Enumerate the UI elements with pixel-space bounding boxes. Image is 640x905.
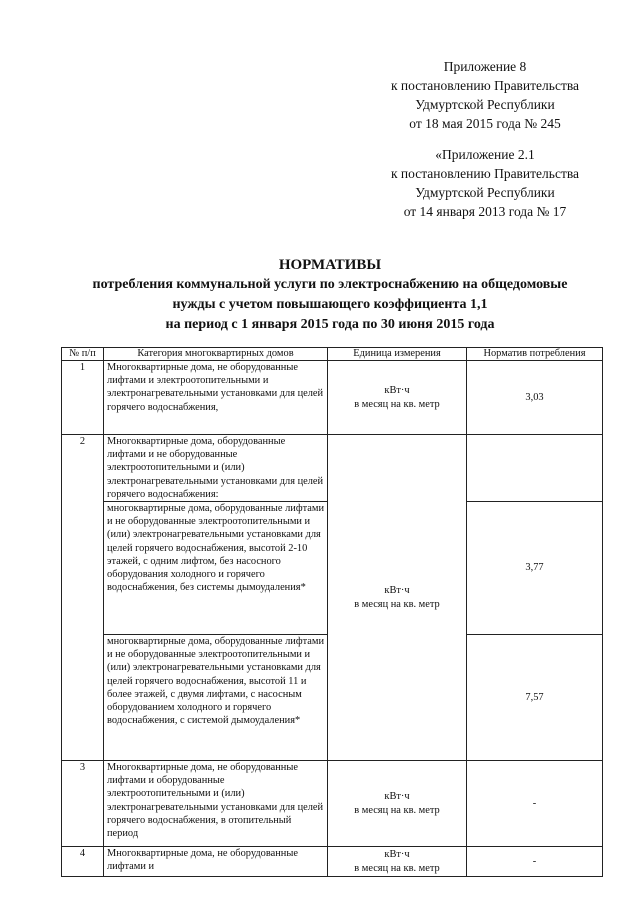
row-category: Многоквартирные дома, не оборудованные лифтами и xyxy=(104,847,328,877)
row-value-empty xyxy=(467,435,603,502)
prev-appendix-block xyxy=(330,145,640,221)
title-line: нужды с учетом повышающего коэффициента 1,1 xyxy=(172,297,488,312)
header-unit: Единица измерения xyxy=(328,348,467,361)
row-unit xyxy=(328,847,467,877)
table-header-row xyxy=(62,348,603,361)
table-row xyxy=(62,361,603,435)
row-category: многоквартирные дома, оборудованные лифтами и не оборудованные электроотопительными и (или) электронагревательными установками для целей горячего водоснабжения, высотой 2-10 этажей, с одним лифтом, без насосного оборудования холодного и горячего водоснабжения, без системы дымоудаления* xyxy=(104,502,328,635)
title-line: на период с 1 января 2015 года по 30 июня 2015 года xyxy=(165,317,495,332)
unit-main: кВт·ч xyxy=(384,585,410,597)
unit-main: кВт·ч xyxy=(384,849,410,861)
row-value: 3,03 xyxy=(467,361,603,435)
unit-sub: в месяц на кв. метр xyxy=(354,862,440,874)
header-norm: Норматив потребления xyxy=(467,348,603,361)
document-title xyxy=(40,255,620,335)
appendix-block xyxy=(330,57,640,133)
row-unit xyxy=(328,361,467,435)
row-num: 3 xyxy=(62,761,104,847)
row-unit xyxy=(328,435,467,761)
table-row xyxy=(62,435,603,502)
table-row xyxy=(62,847,603,877)
header-category: Категория многоквартирных домов xyxy=(104,348,328,361)
unit-sub: в месяц на кв. метр xyxy=(354,398,440,410)
unit-sub: в месяц на кв. метр xyxy=(354,598,440,610)
prev-appendix-line: «Приложение 2.1 xyxy=(435,147,535,162)
row-category: Многоквартирные дома, не оборудованные лифтами и электроотопительными и электронагревательными установками для целей горячего водоснабжения, xyxy=(104,361,328,435)
appendix-line: Приложение 8 xyxy=(443,59,527,74)
row-num: 4 xyxy=(62,847,104,877)
prev-appendix-line: к постановлению Правительства xyxy=(390,166,580,181)
norms-table xyxy=(61,347,603,877)
unit-main: кВт·ч xyxy=(384,385,410,397)
unit-sub: в месяц на кв. метр xyxy=(354,804,440,816)
appendix-line: от 18 мая 2015 года № 245 xyxy=(409,116,561,131)
header-num: № п/п xyxy=(62,348,104,361)
row-num: 2 xyxy=(62,435,104,761)
title-line: потребления коммунальной услуги по электроснабжению на общедомовые xyxy=(92,277,568,292)
row-value: 3,77 xyxy=(467,502,603,635)
table-row xyxy=(62,761,603,847)
appendix-line: к постановлению Правительства xyxy=(390,78,580,93)
row-value: - xyxy=(467,847,603,877)
prev-appendix-line: от 14 января 2013 года № 17 xyxy=(403,204,567,219)
row-unit xyxy=(328,761,467,847)
row-value: - xyxy=(467,761,603,847)
prev-appendix-line: Удмуртской Республики xyxy=(415,185,555,200)
title-heading: НОРМАТИВЫ xyxy=(278,257,382,273)
row-category: многоквартирные дома, оборудованные лифтами и не оборудованные электроотопительными и (или) электронагревательными установками для целей горячего водоснабжения, высотой 11 и более этажей, с двумя лифтами, с насосным оборудованием холодного и горячего водоснабжения, с системой дымоудаления* xyxy=(104,635,328,761)
row-num: 1 xyxy=(62,361,104,435)
appendix-line: Удмуртской Республики xyxy=(415,97,555,112)
row-value: 7,57 xyxy=(467,635,603,761)
unit-main: кВт·ч xyxy=(384,791,410,803)
row-category: Многоквартирные дома, не оборудованные лифтами и оборудованные электроотопительными и (или) электронагревательными установками для целей горячего водоснабжения, в отопительный период xyxy=(104,761,328,847)
row-category: Многоквартирные дома, оборудованные лифтами и не оборудованные электроотопительными и (или) электронагревательными установками для целей горячего водоснабжения: xyxy=(104,435,328,502)
